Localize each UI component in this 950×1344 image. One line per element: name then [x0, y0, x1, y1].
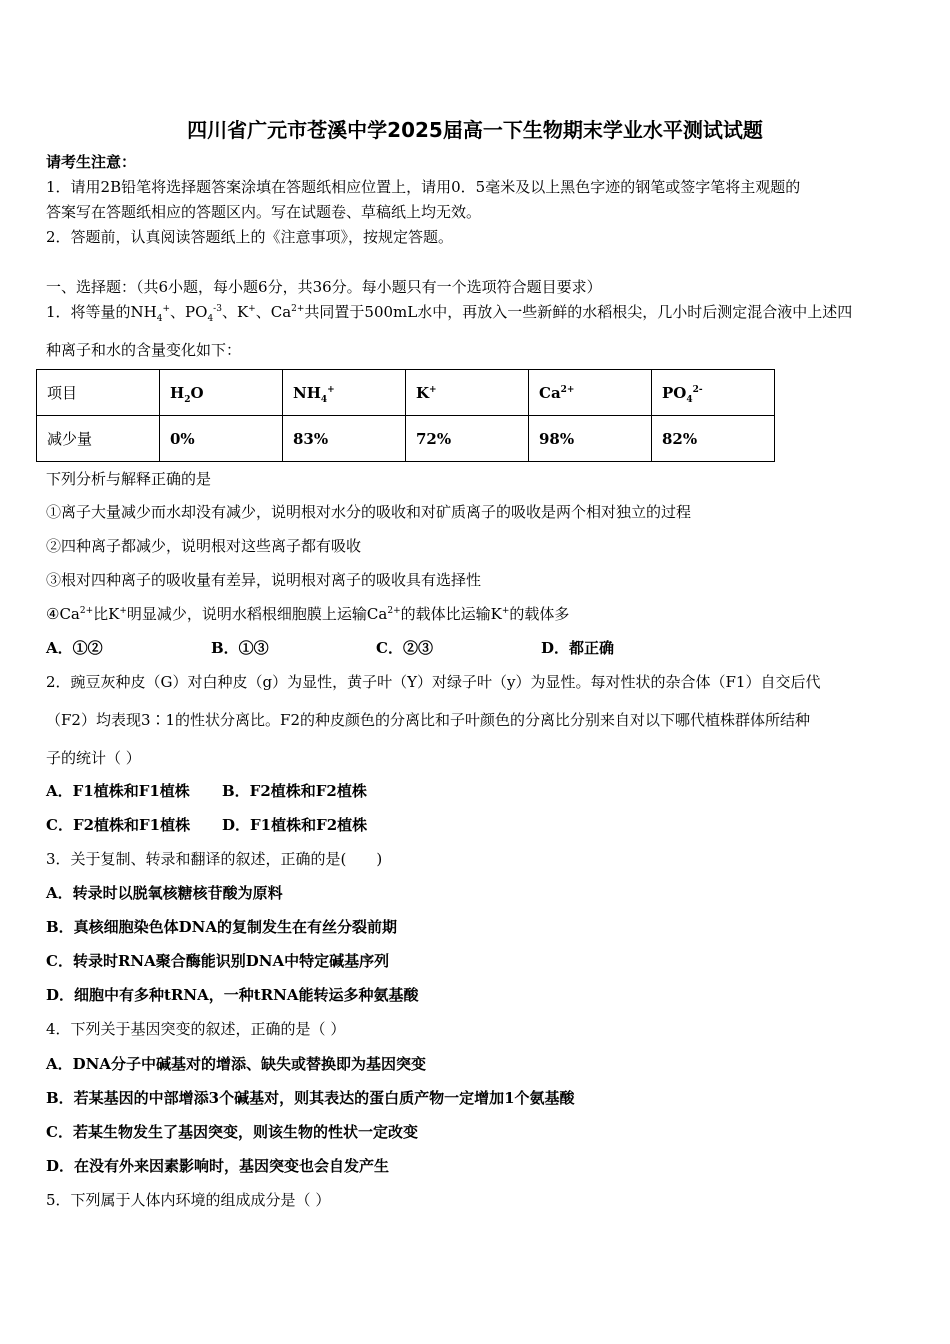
- table-header-cell: 项目: [37, 370, 160, 416]
- table-header-cell: $NH_4^+$: [283, 370, 406, 416]
- notice-heading: 请考生注意：: [46, 153, 137, 171]
- table-cell: 98%: [529, 416, 652, 462]
- q3-option-a: A．转录时以脱氧核糖核苷酸为原料: [46, 884, 283, 902]
- notice-item-2: 2．答题前，认真阅读答题纸上的《注意事项》，按规定答题。: [46, 228, 454, 246]
- q3-stem: 3．关于复制、转录和翻译的叙述，正确的是( ): [46, 850, 383, 868]
- q3-option-b: B．真核细胞染色体DNA的复制发生在有丝分裂前期: [46, 918, 398, 936]
- option-b: B．①③: [211, 639, 269, 657]
- table-cell: 72%: [406, 416, 529, 462]
- table-cell: 减少量: [37, 416, 160, 462]
- option-c: C．②③: [376, 639, 433, 657]
- option-b: B．F2植株和F2植株: [222, 782, 367, 800]
- page-title: 四川省广元市苍溪中学2025届高一下生物期末学业水平测试试题: [187, 118, 763, 142]
- q1-options: [46, 638, 614, 658]
- option-d: D．F1植株和F2植株: [222, 816, 368, 834]
- q3-option-c: C．转录时RNA聚合酶能识别DNA中特定碱基序列: [46, 952, 390, 970]
- table-header-cell: $Ca^{2+}$: [529, 370, 652, 416]
- q2-stem-3: 子的统计（ ）: [46, 749, 141, 767]
- table-row: [37, 416, 775, 462]
- q4-option-b: B．若某基因的中部增添3个碱基对，则其表达的蛋白质产物一定增加1个氨基酸: [46, 1089, 575, 1107]
- q1-statement-4: $④Ca^{2+}$比K+明显减少，说明水稻根细胞膜上运输$Ca^{2+}$的载体比运输K+的载体多: [46, 605, 570, 623]
- q1-statement-3: ③根对四种离子的吸收量有差异，说明根对离子的吸收具有选择性: [46, 571, 482, 589]
- q4-option-a: A．DNA分子中碱基对的增添、缺失或替换即为基因突变: [46, 1055, 426, 1073]
- table-cell: 83%: [283, 416, 406, 462]
- q2-options-ab: [46, 781, 367, 801]
- q1-stem-line2: 种离子和水的含量变化如下：: [46, 341, 242, 359]
- table-header-row: [37, 370, 775, 416]
- q1-stem: 1．将等量的$NH_4^+$、$PO_4^{-3}$、K+、$Ca^{2+}$共同置于500mL水中，再放入一些新鲜的水稻根尖，几小时后测定混合液中上述四: [46, 303, 853, 324]
- q4-option-c: C．若某生物发生了基因突变，则该生物的性状一定改变: [46, 1123, 418, 1141]
- section-heading: 一、选择题：（共6小题，每小题6分，共36分。每小题只有一个选项符合题目要求）: [46, 278, 602, 296]
- q2-stem-1: 2．豌豆灰种皮（G）对白种皮（g）为显性，黄子叶（Y）对绿子叶（y）为显性。每对性状的杂合体（F1）自交后代: [46, 673, 821, 691]
- q3-option-d: D．细胞中有多种tRNA，一种tRNA能转运多种氨基酸: [46, 986, 419, 1004]
- option-c: C．F2植株和F1植株: [46, 816, 191, 834]
- notice-item-1b: 答案写在答题纸相应的答题区内。写在试题卷、草稿纸上均无效。: [46, 203, 482, 221]
- table-header-cell: K+: [406, 370, 529, 416]
- q1-statement-2: ②四种离子都减少，说明根对这些离子都有吸收: [46, 537, 362, 555]
- q5-stem: 5．下列属于人体内环境的组成成分是（ ）: [46, 1191, 331, 1209]
- q4-stem: 4．下列关于基因突变的叙述，正确的是（ ）: [46, 1020, 346, 1038]
- q2-stem-2: （F2）均表现3∶1的性状分离比。F2的种皮颜色的分离比和子叶颜色的分离比分别来自对以下哪代植株群体所结种: [46, 711, 810, 729]
- q4-option-d: D．在没有外来因素影响时，基因突变也会自发产生: [46, 1157, 390, 1175]
- option-a: A．①②: [46, 639, 103, 657]
- ion-table: [36, 369, 775, 462]
- table-header-cell: $H_2O$: [160, 370, 283, 416]
- table-cell: 0%: [160, 416, 283, 462]
- notice-item-1a: 1．请用2B铅笔将选择题答案涂填在答题纸相应位置上，请用0．5毫米及以上黑色字迹的钢笔或签字笔将主观题的: [46, 178, 801, 196]
- table-header-cell: $PO_4^{2-}$: [652, 370, 775, 416]
- q2-options-cd: [46, 815, 367, 835]
- option-a: A．F1植株和F1植株: [46, 782, 190, 800]
- q1-statement-1: ①离子大量减少而水却没有减少，说明根对水分的吸收和对矿质离子的吸收是两个相对独立的过程: [46, 503, 692, 521]
- q1-ask: 下列分析与解释正确的是: [46, 470, 212, 488]
- option-d: D．都正确: [541, 639, 615, 657]
- table-cell: 82%: [652, 416, 775, 462]
